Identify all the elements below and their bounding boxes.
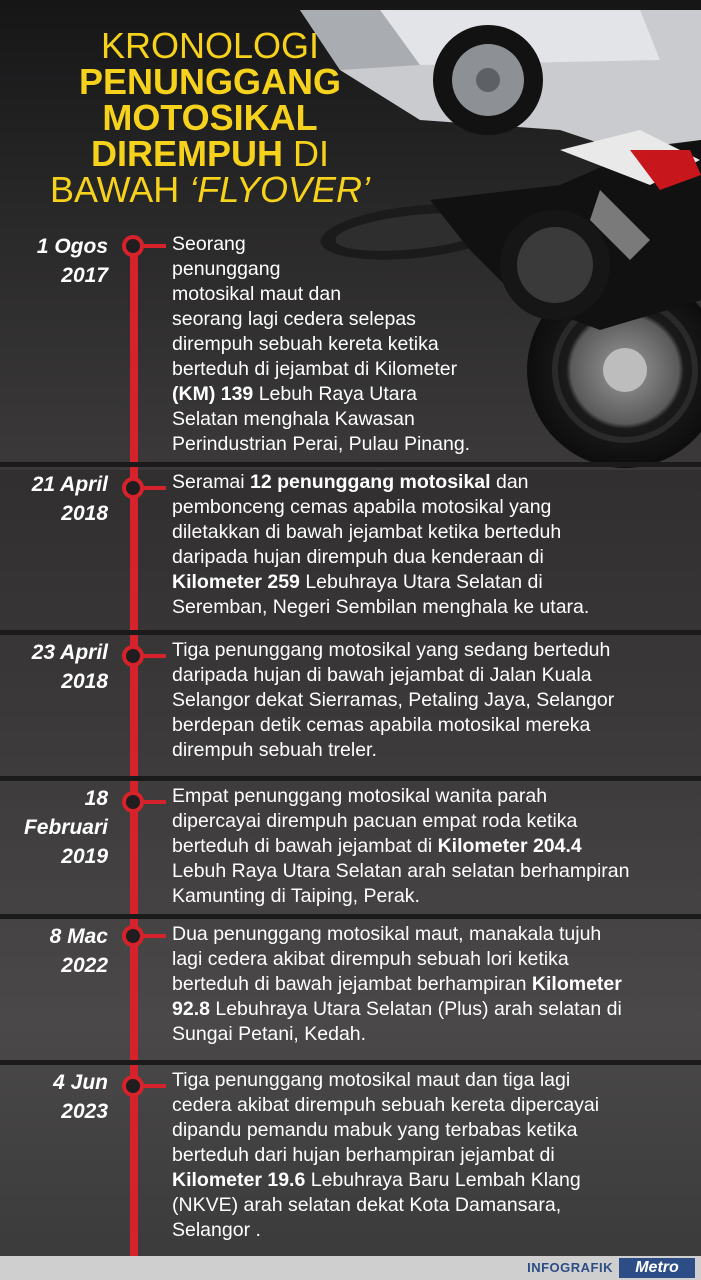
entry-text-line (172, 688, 614, 713)
entry-text: Seremban, Negeri Sembilan menghala ke utara. (172, 596, 590, 618)
entry-text-bold: (KM) 139 (172, 383, 254, 405)
entry-text-line (172, 663, 614, 688)
title-line-3: MOTOSIKAL (102, 97, 318, 138)
timeline-connector (140, 1084, 166, 1088)
entry-date-line: 18 (84, 787, 108, 810)
entry-text-line (172, 997, 622, 1022)
timeline-connector (140, 934, 166, 938)
entry-text: cedera akibat dirempuh sebuah kereta dipercayai (172, 1094, 600, 1116)
entry-text-bold: Kilometer (531, 973, 622, 995)
entry-text: motosikal maut dan (172, 283, 342, 305)
entry-date (10, 232, 108, 290)
entry-text-line (172, 495, 589, 520)
entry-text-line (172, 713, 614, 738)
title-line-4-bold: DIREMPUH (90, 133, 283, 174)
entry-text: daripada hujan di bawah jejambat di Jalan Kuala (172, 664, 592, 686)
entry-date-line: Februari (23, 816, 108, 839)
metro-logo: Metro (619, 1258, 695, 1278)
entry-description (172, 922, 622, 1047)
entry-text: Seramai (172, 471, 251, 493)
entry-separator (0, 630, 701, 635)
timeline-connector (140, 486, 166, 490)
entry-date (10, 784, 108, 871)
entry-date-line: 2022 (61, 954, 108, 977)
title-line-4-reg: DI (283, 133, 330, 174)
entry-text-line (172, 834, 629, 859)
entry-text-line (172, 257, 470, 282)
entry-text: Dua penunggang motosikal maut, manakala tujuh (172, 923, 602, 945)
entry-text-line (172, 407, 470, 432)
entry-text: seorang lagi cedera selepas (172, 308, 416, 330)
entry-text-line (172, 1068, 599, 1093)
title-line-2: PENUNGGANG (78, 61, 342, 102)
title-line-1: KRONOLOGI (100, 25, 320, 66)
entry-text-line (172, 232, 470, 257)
entry-text: berteduh dari hujan berhampiran jejambat di (172, 1144, 555, 1166)
entry-separator (0, 1060, 701, 1065)
entry-text-line (172, 357, 470, 382)
entry-text-line (172, 738, 614, 763)
title-line-5-italic: ‘FLYOVER’ (189, 169, 371, 210)
entry-text-line (172, 1218, 599, 1243)
entry-text-line (172, 332, 470, 357)
entry-text-bold: Kilometer 204.4 (437, 835, 582, 857)
entry-description (172, 232, 470, 457)
entry-text: diletakkan di bawah jejambat ketika berteduh (172, 521, 562, 543)
entry-text: Seorang (172, 233, 246, 255)
entry-date-line: 2018 (61, 502, 108, 525)
entry-text-bold: 92.8 (172, 998, 210, 1020)
entry-date-line: 21 April (31, 473, 108, 496)
entry-text: Lebuhraya Utara Selatan (Plus) arah selatan di (209, 998, 622, 1020)
entry-text-line (172, 520, 589, 545)
entry-date-line: 2018 (61, 670, 108, 693)
entry-text: (NKVE) arah selatan dekat Kota Damansara, (172, 1194, 562, 1216)
entry-text-line (172, 307, 470, 332)
entry-text: berteduh di bawah jejambat di (172, 835, 438, 857)
entry-separator (0, 462, 701, 467)
entry-separator (0, 776, 701, 781)
entry-text: Perindustrian Perai, Pulau Pinang. (172, 433, 471, 455)
entry-text: Sungai Petani, Kedah. (172, 1023, 367, 1045)
entry-text: dipandu pemandu mabuk yang terbabas ketika (172, 1119, 578, 1141)
title-line-5 (40, 169, 380, 210)
entry-date-line: 2023 (61, 1100, 108, 1123)
entry-date (10, 922, 108, 980)
entry-text-line (172, 784, 629, 809)
entry-date (10, 1068, 108, 1126)
entry-text: Selangor . (172, 1219, 261, 1241)
entry-date-line: 4 Jun (53, 1071, 108, 1094)
entry-text: Tiga penunggang motosikal yang sedang berteduh (172, 639, 611, 661)
entry-text: berteduh di bawah jejambat berhampiran (172, 973, 532, 995)
entry-text-line (172, 545, 589, 570)
timeline-line (130, 238, 138, 1272)
entry-separator (0, 914, 701, 919)
entry-text: daripada hujan dirempuh dua kenderaan di (172, 546, 544, 568)
entry-date-line: 1 Ogos (36, 235, 108, 258)
footer-label: INFOGRAFIK (527, 1260, 613, 1275)
entry-text: berteduh di jejambat di Kilometer (172, 358, 458, 380)
entry-text: Lebuh Raya Utara (253, 383, 417, 405)
entry-text: pembonceng cemas apabila motosikal yang (172, 496, 552, 518)
entry-date-line: 2017 (61, 264, 108, 287)
entry-text-line (172, 382, 470, 407)
entry-text-line (172, 1093, 599, 1118)
entry-text: dan (490, 471, 529, 493)
entry-text-line (172, 432, 470, 457)
timeline-connector (140, 654, 166, 658)
entry-text-line (172, 595, 589, 620)
title-line-5-reg: BAWAH (49, 169, 190, 210)
entry-text-line (172, 1193, 599, 1218)
entry-text-line (172, 884, 629, 909)
entry-text-line (172, 972, 622, 997)
entry-text: penunggang (172, 258, 281, 280)
timeline-connector (140, 800, 166, 804)
entry-text: Selatan menghala Kawasan (172, 408, 415, 430)
entry-text-line (172, 282, 470, 307)
entry-text: Lebuh Raya Utara Selatan arah selatan berhampiran (172, 860, 630, 882)
entry-text-line (172, 1022, 622, 1047)
entry-text-line (172, 809, 629, 834)
entry-text: lagi cedera akibat dirempuh sebuah lori ketika (172, 948, 569, 970)
entry-date-line: 8 Mac (49, 925, 108, 948)
entry-date (10, 470, 108, 528)
entry-text: dipercayai dirempuh pacuan empat roda ketika (172, 810, 578, 832)
entry-text-line (172, 1118, 599, 1143)
entry-description (172, 784, 629, 909)
entry-text-line (172, 1143, 599, 1168)
entry-text-bold: Kilometer 19.6 (172, 1169, 306, 1191)
page-title (40, 25, 380, 210)
entry-text: Lebuhraya Baru Lembah Klang (305, 1169, 581, 1191)
entry-description (172, 470, 589, 620)
entry-text-line (172, 570, 589, 595)
footer-bar (0, 1256, 701, 1280)
title-line-4 (40, 133, 380, 174)
entry-date-line: 23 April (31, 641, 108, 664)
entry-text-bold: Kilometer 259 (172, 571, 300, 593)
entry-text: Lebuhraya Utara Selatan di (299, 571, 543, 593)
entry-text-bold: 12 penunggang motosikal (250, 471, 491, 493)
entry-text-line (172, 859, 629, 884)
entry-text-line (172, 638, 614, 663)
entry-text-line (172, 470, 589, 495)
entry-text: Kamunting di Taiping, Perak. (172, 885, 420, 907)
timeline-connector (140, 244, 166, 248)
entry-text: Empat penunggang motosikal wanita parah (172, 785, 548, 807)
entry-text-line (172, 922, 622, 947)
entry-text: dirempuh sebuah kereta ketika (172, 333, 439, 355)
entry-date (10, 638, 108, 696)
entry-date-line: 2019 (61, 845, 108, 868)
entry-description (172, 638, 614, 763)
entry-text: Selangor dekat Sierramas, Petaling Jaya, Selangor (172, 689, 615, 711)
entry-description (172, 1068, 599, 1243)
entry-text: dirempuh sebuah treler. (172, 739, 377, 761)
entry-text: berdepan detik cemas apabila motosikal mereka (172, 714, 591, 736)
entry-text-line (172, 1168, 599, 1193)
entry-text: Tiga penunggang motosikal maut dan tiga lagi (172, 1069, 571, 1091)
entry-text-line (172, 947, 622, 972)
